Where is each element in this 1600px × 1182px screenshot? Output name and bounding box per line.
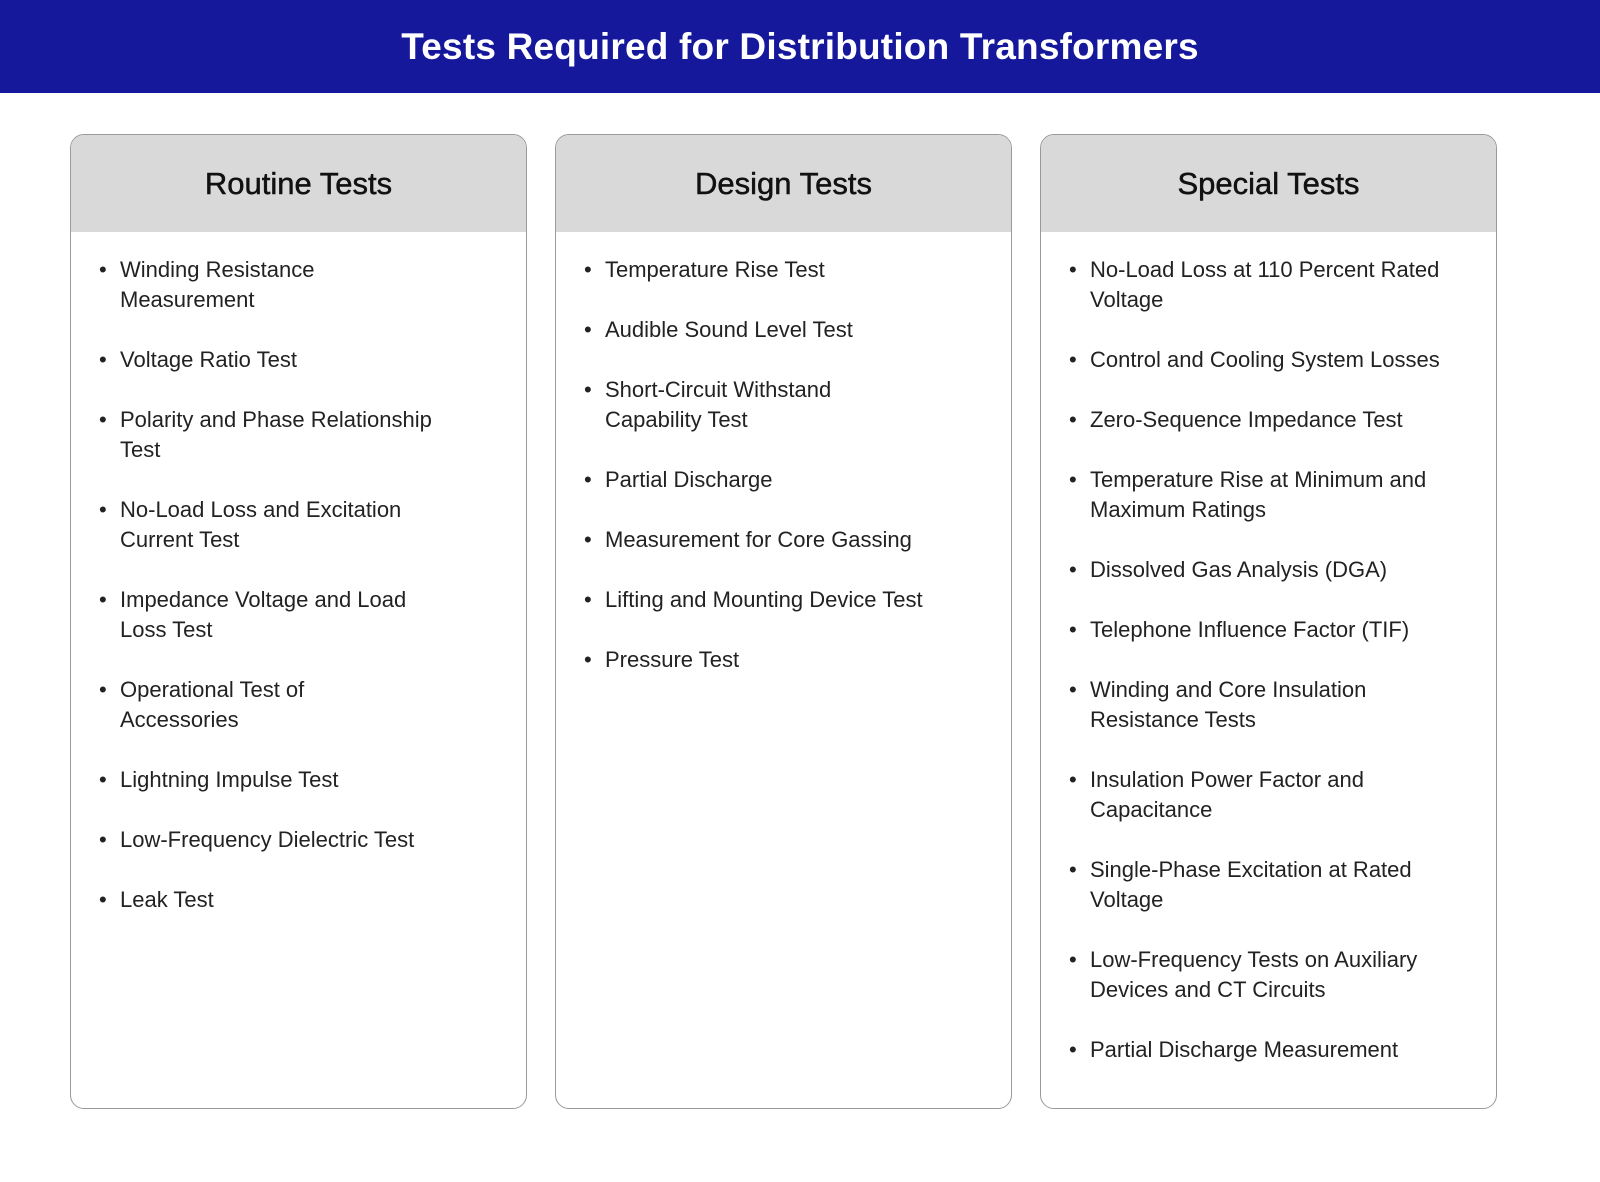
card-heading: Design Tests <box>695 165 872 201</box>
bullet-icon: • <box>99 497 107 522</box>
bullet-icon: • <box>1069 677 1077 702</box>
bullet-icon: • <box>99 257 107 282</box>
list-item <box>71 675 526 735</box>
list-item-text: Voltage <box>1090 887 1164 912</box>
list-item-text: No-Load Loss at 110 Percent Rated <box>1090 257 1440 282</box>
list-item-text: Leak Test <box>120 887 214 912</box>
bullet-icon: • <box>1069 947 1077 972</box>
bullet-icon: • <box>584 647 592 672</box>
list-item-text: Impedance Voltage and Load <box>120 587 407 612</box>
list-item <box>1041 1035 1496 1065</box>
list-item-text: Partial Discharge Measurement <box>1090 1037 1399 1062</box>
list-item <box>71 765 526 795</box>
list-item-text: Loss Test <box>120 617 213 642</box>
test-list <box>71 232 526 915</box>
list-item <box>556 375 1011 435</box>
list-item-text: Low-Frequency Dielectric Test <box>120 827 415 852</box>
bullet-icon: • <box>99 347 107 372</box>
list-item <box>71 825 526 855</box>
special-tests-card <box>1040 134 1497 1109</box>
bullet-icon: • <box>99 767 107 792</box>
bullet-icon: • <box>1069 467 1077 492</box>
list-item <box>556 585 1011 615</box>
list-item-text: Winding Resistance <box>120 257 315 282</box>
list-item-text: Low-Frequency Tests on Auxiliary <box>1090 947 1418 972</box>
list-item-text: Short-Circuit Withstand <box>605 377 832 402</box>
list-item-text: Temperature Rise at Minimum and <box>1090 467 1427 492</box>
list-item-text: Lifting and Mounting Device Test <box>605 587 923 612</box>
bullet-icon: • <box>1069 767 1077 792</box>
bullet-icon: • <box>584 467 592 492</box>
list-item <box>1041 945 1496 1005</box>
bullet-icon: • <box>584 257 592 282</box>
card-heading: Special Tests <box>1177 165 1360 201</box>
list-item-text: Devices and CT Circuits <box>1090 977 1326 1002</box>
bullet-icon: • <box>99 677 107 702</box>
list-item-text: Polarity and Phase Relationship <box>120 407 432 432</box>
list-item-text: Insulation Power Factor and <box>1090 767 1364 792</box>
list-item <box>71 345 526 375</box>
list-item <box>556 255 1011 285</box>
list-item-text: No-Load Loss and Excitation <box>120 497 402 522</box>
list-item <box>556 645 1011 675</box>
card-header <box>556 135 1011 232</box>
list-item-text: Measurement <box>120 287 255 312</box>
list-item <box>71 585 526 645</box>
list-item-text: Current Test <box>120 527 240 552</box>
design-tests-card <box>555 134 1012 1109</box>
list-item <box>71 495 526 555</box>
title-banner <box>0 0 1600 93</box>
list-item-text: Accessories <box>120 707 239 732</box>
list-item-text: Audible Sound Level Test <box>605 317 853 342</box>
list-item <box>71 885 526 915</box>
list-item <box>1041 675 1496 735</box>
bullet-icon: • <box>584 377 592 402</box>
list-item-text: Test <box>120 437 161 462</box>
bullet-icon: • <box>1069 857 1077 882</box>
list-item-text: Winding and Core Insulation <box>1090 677 1367 702</box>
list-item <box>1041 765 1496 825</box>
list-item-text: Single-Phase Excitation at Rated <box>1090 857 1412 882</box>
list-item-text: Capability Test <box>605 407 748 432</box>
routine-tests-card <box>70 134 527 1109</box>
page-title: Tests Required for Distribution Transformers <box>401 25 1199 67</box>
card-header <box>71 135 526 232</box>
list-item <box>1041 405 1496 435</box>
list-item <box>556 525 1011 555</box>
list-item-text: Partial Discharge <box>605 467 773 492</box>
bullet-icon: • <box>99 587 107 612</box>
bullet-icon: • <box>1069 407 1077 432</box>
list-item-text: Temperature Rise Test <box>605 257 825 282</box>
list-item <box>1041 855 1496 915</box>
bullet-icon: • <box>99 887 107 912</box>
list-item <box>71 405 526 465</box>
list-item <box>556 465 1011 495</box>
card-header <box>1041 135 1496 232</box>
bullet-icon: • <box>1069 557 1077 582</box>
list-item <box>1041 465 1496 525</box>
list-item <box>1041 555 1496 585</box>
list-item <box>1041 345 1496 375</box>
bullet-icon: • <box>1069 257 1077 282</box>
list-item-text: Maximum Ratings <box>1090 497 1267 522</box>
list-item <box>1041 255 1496 315</box>
list-item-text: Voltage Ratio Test <box>120 347 297 372</box>
bullet-icon: • <box>1069 1037 1077 1062</box>
bullet-icon: • <box>584 587 592 612</box>
list-item-text: Control and Cooling System Losses <box>1090 347 1440 372</box>
list-item-text: Resistance Tests <box>1090 707 1256 732</box>
list-item-text: Voltage <box>1090 287 1164 312</box>
bullet-icon: • <box>584 317 592 342</box>
bullet-icon: • <box>99 827 107 852</box>
test-list <box>1041 232 1496 1065</box>
list-item-text: Pressure Test <box>605 647 740 672</box>
list-item-text: Dissolved Gas Analysis (DGA) <box>1090 557 1388 582</box>
bullet-icon: • <box>1069 347 1077 372</box>
list-item-text: Measurement for Core Gassing <box>605 527 912 552</box>
list-item-text: Telephone Influence Factor (TIF) <box>1090 617 1410 642</box>
bullet-icon: • <box>99 407 107 432</box>
bullet-icon: • <box>584 527 592 552</box>
list-item <box>1041 615 1496 645</box>
card-heading: Routine Tests <box>204 165 393 201</box>
list-item-text: Capacitance <box>1090 797 1213 822</box>
bullet-icon: • <box>1069 617 1077 642</box>
test-list <box>556 232 1011 675</box>
list-item-text: Zero-Sequence Impedance Test <box>1090 407 1403 432</box>
list-item-text: Lightning Impulse Test <box>120 767 339 792</box>
list-item <box>556 315 1011 345</box>
list-item-text: Operational Test of <box>120 677 305 702</box>
list-item <box>71 255 526 315</box>
